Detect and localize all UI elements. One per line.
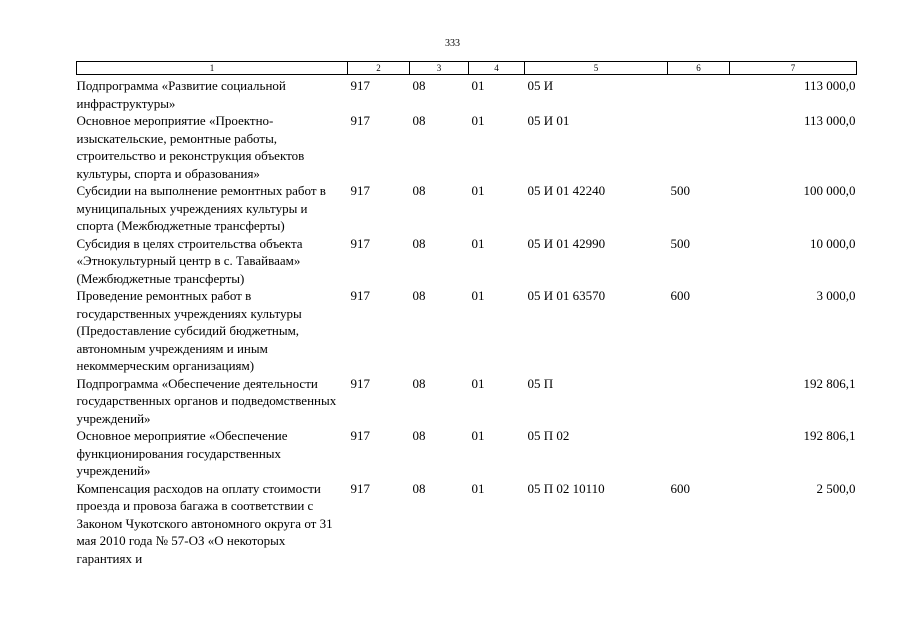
amount: 100 000,0 [803,183,856,198]
amount: 10 000,0 [810,235,856,251]
expense-type-code: 500 [670,183,690,198]
table-row [77,375,857,428]
column-number-header-row [77,62,857,75]
target-item-code: 05 И 01 [527,113,570,128]
target-item-code: 05 И 01 42990 [527,235,606,251]
column-header-2: 2 [348,62,410,75]
item-name: Субсидия в целях строительства объекта «Этнокультурный центр в с. Тавайваам» (Межбюджетные трансферты) [76,235,303,286]
expense-type-code [668,375,730,428]
target-item-code: 05 И 01 63570 [527,288,606,303]
target-item-code: 05 П [527,375,554,391]
table-row [77,182,857,235]
item-name: Подпрограмма «Обеспечение деятельности государственных органов и подведомственных учреждений» [76,375,337,426]
item-name: Основное мероприятие «Обеспечение функционирования государственных учреждений» [76,428,288,478]
expense-type-code [668,427,730,480]
target-item-code: 05 И [527,78,554,93]
item-name: Подпрограмма «Развитие социальной инфраструктуры» [76,78,286,111]
section-code: 08 [412,428,426,443]
column-header-7: 7 [730,62,857,75]
item-name: Основное мероприятие «Проектно-изыскательские, ремонтные работы, строительство и реконструкция объектов культуры, спорта и образования» [76,113,305,181]
section-code: 08 [412,78,426,93]
expense-type-code: 600 [670,480,690,496]
subsection-code: 01 [471,113,485,128]
amount: 113 000,0 [803,113,856,128]
section-code: 08 [412,183,426,198]
table-body [77,75,857,568]
subsection-code: 01 [471,428,485,443]
department-code: 917 [350,235,370,251]
item-name: Проведение ремонтных работ в государственных учреждениях культуры (Предоставление субсидий бюджетным, автономным учреждениям и иным некоммерческим организациям) [76,288,302,373]
budget-table [76,61,857,567]
expense-type-code: 500 [670,235,690,251]
target-item-code: 05 П 02 10110 [527,480,605,496]
amount: 192 806,1 [803,428,856,443]
column-header-5: 5 [525,62,668,75]
expense-type-code: 600 [670,288,690,303]
page-number: 333 [445,38,460,49]
table-row [77,287,857,375]
department-code: 917 [350,428,370,443]
table-row [77,112,857,182]
subsection-code: 01 [471,235,485,251]
expense-type-code [668,75,730,113]
department-code: 917 [350,113,370,128]
section-code: 08 [412,375,426,391]
department-code: 917 [350,78,370,93]
expense-type-code [668,112,730,182]
section-code: 08 [412,113,426,128]
amount: 2 500,0 [816,480,856,496]
department-code: 917 [350,480,370,496]
department-code: 917 [350,375,370,391]
table-row [77,235,857,288]
department-code: 917 [350,288,370,303]
subsection-code: 01 [471,183,485,198]
section-code: 08 [412,288,426,303]
subsection-code: 01 [471,480,485,496]
section-code: 08 [412,235,426,251]
table-row [77,75,857,113]
column-header-3: 3 [410,62,469,75]
column-header-6: 6 [668,62,730,75]
subsection-code: 01 [471,288,485,303]
item-name: Компенсация расходов на оплату стоимости проезда и провоза багажа в соответствии с Законом Чукотского автономного округа от 31 мая 2010 года № 57-ОЗ «О некоторых гарантиях и [76,480,333,566]
table-row [77,427,857,480]
amount: 192 806,1 [803,375,856,391]
amount: 3 000,0 [816,288,856,303]
target-item-code: 05 И 01 42240 [527,183,606,198]
section-code: 08 [412,480,426,496]
item-name: Субсидии на выполнение ремонтных работ в муниципальных учреждениях культуры и спорта (Межбюджетные трансферты) [76,183,326,233]
subsection-code: 01 [471,78,485,93]
subsection-code: 01 [471,375,485,391]
column-header-4: 4 [469,62,525,75]
column-header-1: 1 [77,62,348,75]
target-item-code: 05 П 02 [527,428,570,443]
amount: 113 000,0 [803,78,856,93]
department-code: 917 [350,183,370,198]
table-row [77,480,857,568]
